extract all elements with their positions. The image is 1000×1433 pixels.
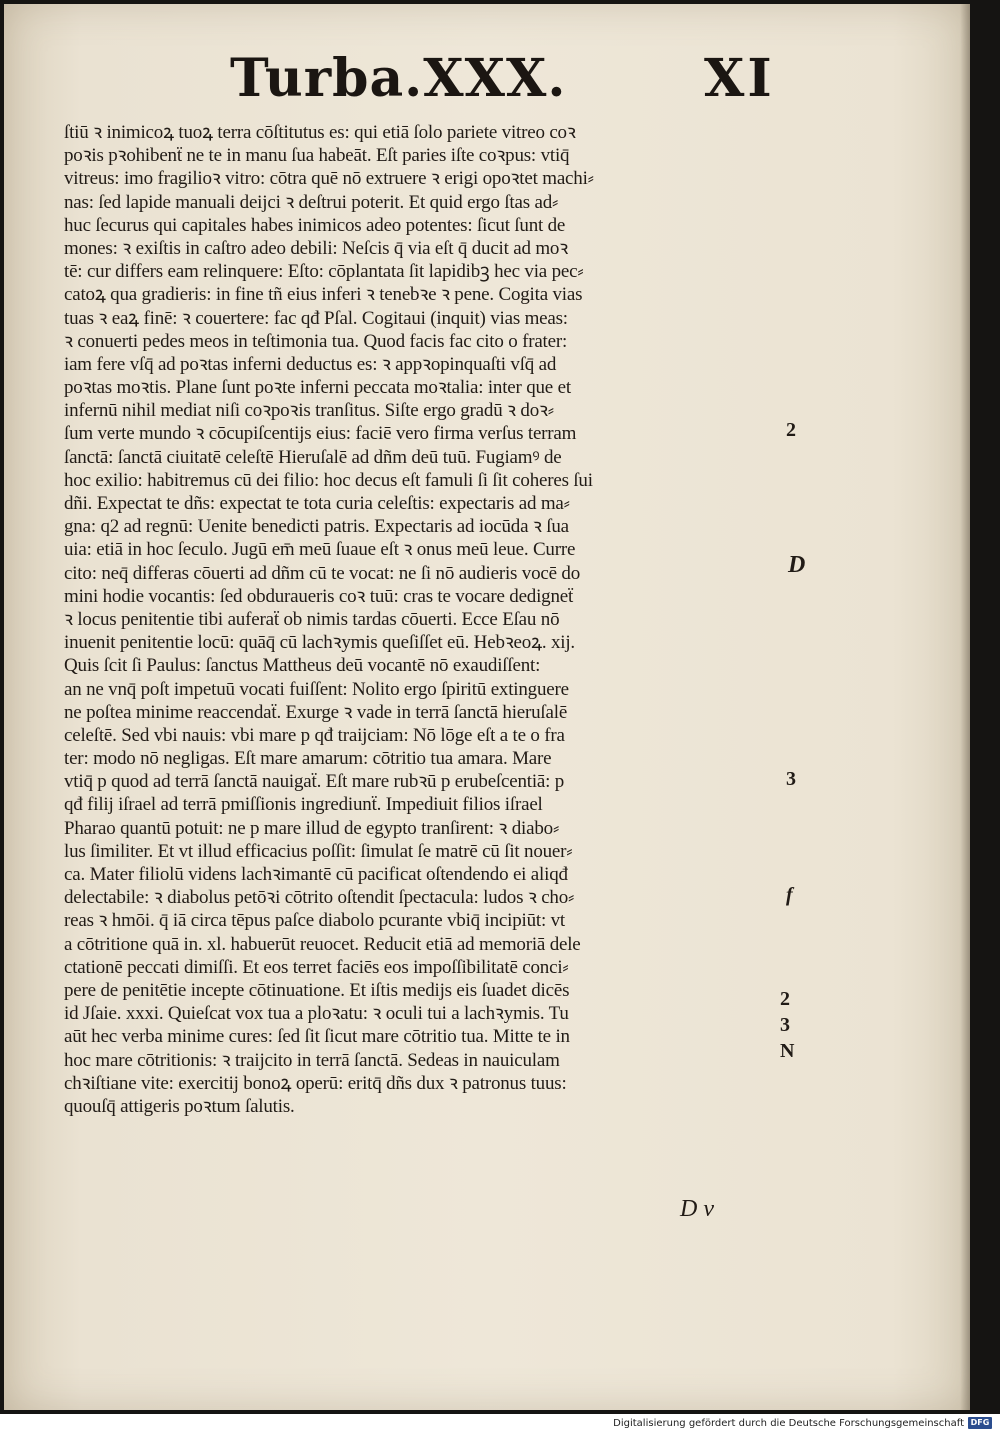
text-line: nas: ſed lapide manuali deijci ꝛ deſtrui poterit. Et quid ergo ſtas ad⸗: [64, 191, 559, 213]
folio-number: XI: [704, 48, 775, 109]
text-line: poꝛtas moꝛtis. Plane ſunt poꝛte inferni peccata moꝛtalia: inter que et: [64, 377, 571, 399]
text-line: hoc mare cōtritionis: ꝛ traijcito in terrā ſanctā. Sedeas in nauiculam: [64, 1049, 560, 1071]
text-line: gna: q2 ad regnū: Uenite benedicti patris. Expectaris ad iocūda ꝛ ſua: [64, 516, 569, 538]
text-line: ca. Mater filiolū videns lachꝛimantē cū pacificat oſtendendo ei aliqđ: [64, 864, 568, 885]
margin-note: 3: [780, 1014, 790, 1036]
text-line: ne poſtea minime reaccendaẗ. Exurge ꝛ vade in terrā ſanctā hieruſalē: [64, 701, 568, 723]
text-line: aūt hec verba minime cures: ſed ſit ſicut mare cōtritio tua. Mitte te in: [64, 1026, 570, 1048]
margin-note: 3: [786, 768, 796, 790]
text-line: dñi. Expectat te dñs: expectat te tota curia celeſtis: expectaris ad ma⸗: [64, 493, 570, 514]
text-line: ꝛ conuerti pedes meos in teſtimonia tua. Quod facis fac cito o frater:: [64, 330, 568, 352]
text-line: Quis ſcit ſi Paulus: ſanctus Mattheus deū vocantē nō exaudiſſent:: [64, 655, 541, 677]
text-line: vitreus: imo fragilioꝛ vitro: cōtra quē nō extruere ꝛ erigi opoꝛtet machi⸗: [64, 168, 594, 190]
text-line: mones: ꝛ exiſtis in caſtro adeo debili: Neſcis q̄ via eſt q̄ ducit ad moꝛ: [64, 237, 569, 259]
text-line: iam fere vſq̄ ad poꝛtas inferni deductus es: ꝛ appꝛopinquaſti vſq̄ ad: [64, 353, 557, 375]
body-text: [64, 121, 784, 1118]
text-line: pere de penitētie incepte cōtinuatione. Et iſtis medijs eis ſuadet dicēs: [64, 979, 570, 1001]
margin-note: D: [788, 552, 806, 578]
page-edge-shadow: [960, 4, 970, 1410]
margin-note: f: [786, 884, 793, 906]
dfg-logo-icon: DFG: [968, 1417, 992, 1429]
margin-note: N: [780, 1040, 795, 1062]
text-line: ter: modo nō negligas. Eſt mare amarum: cōtritio tua amara. Mare: [64, 748, 552, 770]
text-line: qđ filij iſrael ad terrā pmiſſionis ingrediunẗ. Impediuit filios iſrael: [64, 794, 543, 816]
text-line: delectabile: ꝛ diabolus petōꝛi cōtrito oſtendit ſpectacula: ludos ꝛ cho⸗: [64, 887, 575, 909]
text-line: tē: cur differs eam relinquere: Eſto: cōplantata ſit lapidibꝫ hec via pec⸗: [64, 261, 584, 283]
text-line: quouſq̄ attigeris poꝛtum ſalutis.: [64, 1095, 295, 1117]
text-line: celeſtē. Sed vbi nauis: vbi mare p qđ traijciam: Nō lōge eſt a te o fra: [64, 724, 565, 746]
text-line: an ne vnq̄ poſt impetuū vocati fuiſſent: Nolito ergo ſpiritū extinguere: [64, 678, 569, 700]
text-line: id Jſaie. xxxi. Quieſcat vox tua a ploꝛatu: ꝛ oculi tui a lachꝛymis. Tu: [64, 1003, 569, 1025]
text-line: catoꝝ qua gradieris: in fine tñ eius inferi ꝛ tenebꝛe ꝛ pene. Cogita vias: [64, 284, 583, 306]
text-line: chꝛiſtiane vite: exercitij bonoꝝ operū: eritq̄ dñs dux ꝛ patronus tuus:: [64, 1072, 567, 1094]
text-line: a cōtritione quā in. xl. habuerūt reuocet. Reducit etiā ad memoriā dele: [64, 933, 581, 955]
text-line: uia: etiā in hoc ſeculo. Jugū em̄ meū ſuaue eſt ꝛ onus meū leue. Curre: [64, 539, 576, 561]
book-page: [4, 4, 970, 1410]
text-line: cito: neq̄ differas cōuerti ad dñm cū te vocat: ne ſi nō audieris vocē do: [64, 562, 581, 584]
text-line: ſanctā: ſanctā ciuitatē celeſtē Hieruſalē ad dñm deū tuū. Fugiamꝰ de: [64, 446, 562, 468]
footer-credit: [613, 1417, 992, 1429]
text-line: vtiq̄ p quod ad terrā ſanctā nauigaẗ. Eſt mare rubꝛū p erubeſcentiā: p: [64, 771, 565, 793]
text-line: huc ſecurus qui capitales habes inimicos adeo potentes: ſicut ſunt de: [64, 214, 566, 236]
footer-credit-text: Digitalisierung gefördert durch die Deutsche Forschungsgemeinschaft: [613, 1417, 964, 1429]
signature-mark: D v: [680, 1196, 714, 1222]
text-line: Pharao quantū potuit: ne p mare illud de egypto tranſirent: ꝛ diabo⸗: [64, 817, 560, 839]
text-line: infernū nihil mediat niſi coꝛpoꝛis tranſitus. Siſte ergo gradū ꝛ doꝛ⸗: [64, 400, 554, 422]
text-line: tuas ꝛ eaꝝ finē: ꝛ couertere: fac qđ Pſal. Cogitaui (inquit) vias meas:: [64, 307, 568, 329]
text-line: ctationē peccati dimiſſi. Et eos terret faciēs eos impoſſibilitatē conci⸗: [64, 956, 569, 978]
text-line: reas ꝛ hmōi. q̄ iā circa tēpus paſce diabolo pcurante vbiq̄ incipiūt: vt: [64, 910, 565, 932]
text-line: inuenit penitentie locū: quāq̄ cū lachꝛymis queſiſſet eū. Hebꝛeoꝝ. xij.: [64, 632, 575, 654]
running-title: Turba.XXX.: [230, 48, 567, 109]
text-line: lus ſimiliter. Et vt illud efficacius poſſit: ſimulat ſe matrē cū ſit nouer⸗: [64, 840, 573, 862]
text-line: hoc exilio: habitremus cū dei filio: hoc decus eſt famuli ſi ſit coheres ſui: [64, 469, 593, 491]
text-line: ꝛ locus penitentie tibi auferaẗ ob nimis tardas cōuerti. Ecce Eſau nō: [64, 608, 560, 630]
text-line: ſtiū ꝛ inimicoꝝ tuoꝝ terra cōſtitutus es: qui etiā ſolo pariete vitreo coꝛ: [64, 122, 576, 143]
margin-note: 2: [786, 419, 796, 441]
text-line: mini hodie vocantis: ſed obduraueris coꝛ tuū: cras te vocare dedigneẗ: [64, 585, 574, 607]
text-line: ſum verte mundo ꝛ cōcupiſcentijs eius: faciē vero firma verſus terram: [64, 423, 577, 445]
text-line: poꝛis pꝛohibenẗ ne te in manu ſua habeāt. Eſt paries iſte coꝛpus: vtiq̄: [64, 145, 570, 167]
margin-note: 2: [780, 988, 790, 1010]
